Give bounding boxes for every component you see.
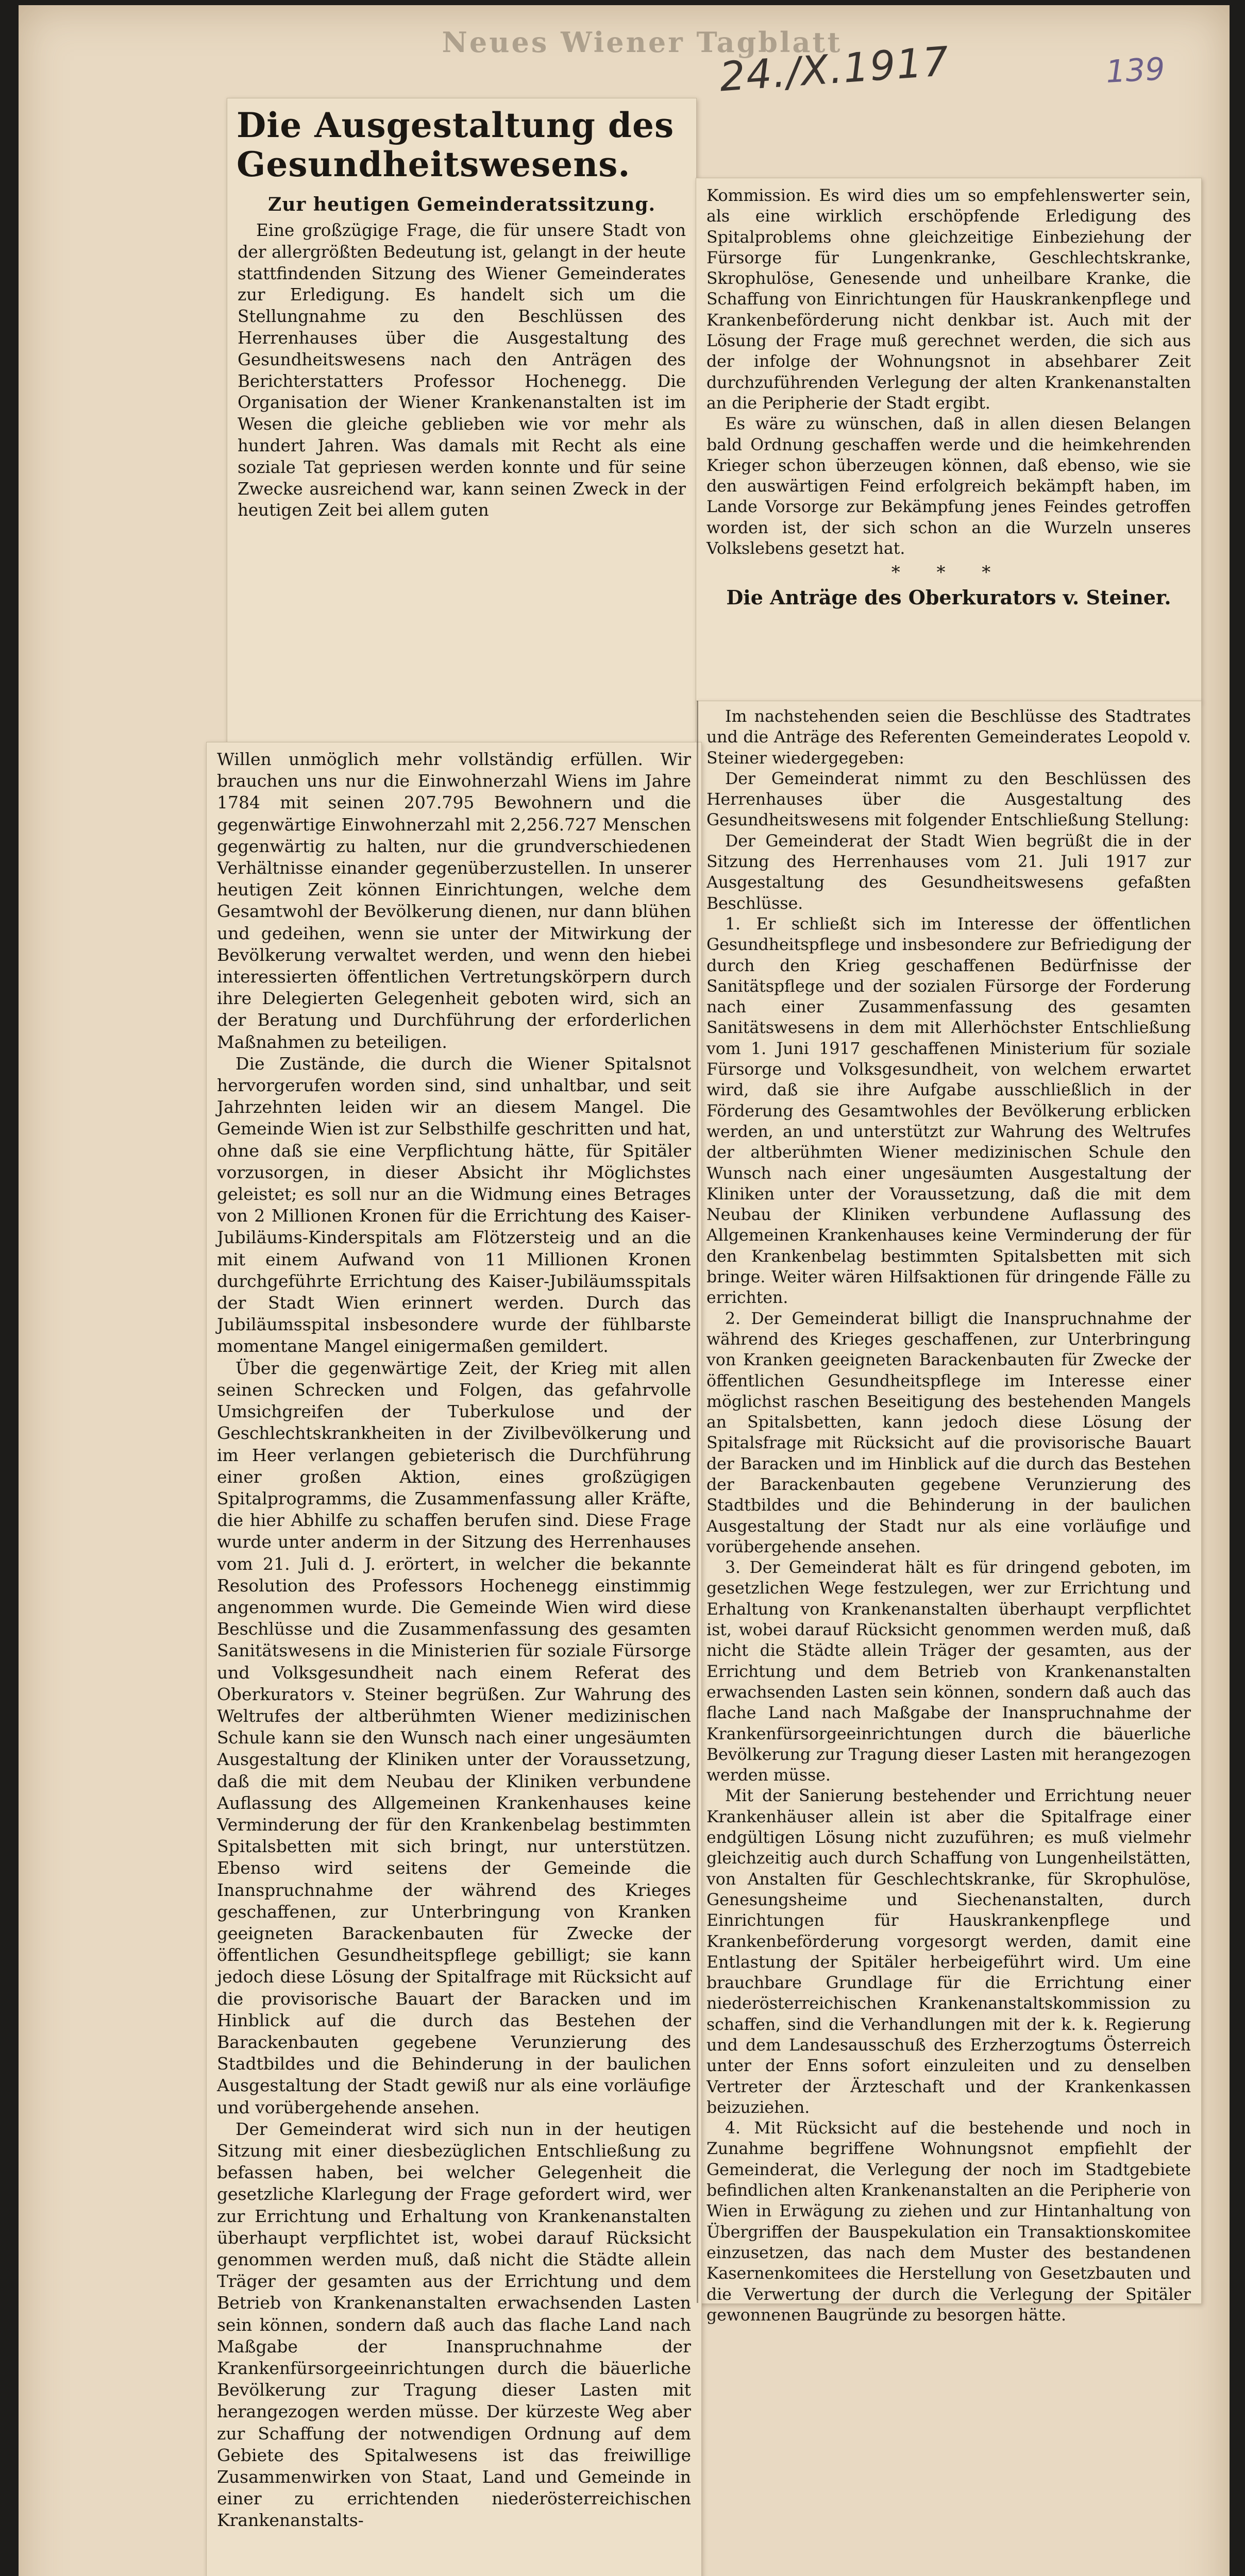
paragraph: Kommission. Es wird dies um so empfehlenswerter sein, als eine wirklich erschöpfende Erledigung des Spitalproblems ohne gleichzeitige Einbeziehung der Fürsorge für Lungenkranke, Geschlechtskranke, Skrophulöse, Genesende und unheilbare Kranke, die Schaffung von Einrichtungen für Hauskrankenpflege und Krankenbeförderung nicht denkbar ist. Auch mit der Lösung der Frage muß gerechnet werden, die sich aus der infolge der Wohnungsnot in absehbarer Zeit durchzuführenden Verlegung der alten Krankenanstalten an die Peripherie der Stadt ergibt.	[706, 187, 1191, 413]
clipping-right-top	[696, 178, 1202, 702]
column-divider	[697, 701, 698, 2303]
paragraph: Der Gemeinderat der Stadt Wien begrüßt die in der Sitzung des Herrenhauses vom 21. Juli 1917 zur Ausgestaltung des Gesundheitswesens gefaßten Beschlüsse.	[706, 832, 1191, 913]
section-heading: Die Anträge des Oberkurators v. Steiner.	[726, 586, 1171, 609]
article-subhead: Zur heutigen Gemeinderatssitzung.	[267, 194, 656, 215]
paragraph: Mit der Sanierung bestehender und Errichtung neuer Krankenhäuser allein ist aber die Spitalfrage einer endgültigen Lösung nicht zuzuführen; es muß vielmehr gleichzeitig auch durch Schaffung von Lungenheilstätten, von Anstalten für Geschlechtskranke, für Skrophulöse, Genesungsheime und Siechenanstalten, durch Einrichtungen für Hauskrankenpflege und Krankenbeförderung vorgesorgt werden, damit eine Entlastung der Spitäler herbeigeführt wird. Um eine brauchbare Grundlage für die Errichtung einer niederösterreichischen Krankenanstaltskommission zu schaffen, sind die Verhandlungen mit der k. k. Regierung und dem Landesausschuß des Erzherzogtums Österreich unter der Enns sofort einzuleiten und zu denselben Vertreter der Ärzteschaft und der Krankenkassen beizuziehen.	[706, 1787, 1191, 2117]
paragraph: Eine großzügige Frage, die für unsere Stadt von der allergrößten Bedeutung ist, gelangt in der heute stattfindenden Sitzung des Wiener Gemeinderates zur Erledigung. Es handelt sich um die Stellungnahme zu den Beschlüssen des Herrenhauses über die Ausgestaltung des Gesundheitswesens nach den Anträgen des Berichterstatters Professor Hochenegg. Die Organisation der Wiener Krankenanstalten ist im Wesen die gleiche geblieben wie vor mehr als hundert Jahren. Was damals mit Recht als eine soziale Tat gepriesen werden konnte und für seine Zwecke ausreichend war, kann seinen Zweck in der heutigen Zeit bei allem guten	[238, 221, 686, 520]
clipping-headline-column	[227, 98, 697, 743]
paragraph: Es wäre zu wünschen, daß in allen diesen Belangen bald Ordnung geschaffen werde und die heimkehrenden Krieger schon überzeugen können, daß ebenso, wie sie den auswärtigen Feind erfolgreich bekämpft haben, im Lande Vorsorge zur Bekämpfung jenes Feindes getroffen worden ist, der sich schon an die Wurzeln unseres Volkslebens gesetzt hat.	[706, 415, 1191, 558]
paragraph: Über die gegenwärtige Zeit, der Krieg mit allen seinen Schrecken und Folgen, das gefahrvolle Umsichgreifen der Tuberkulose und der Geschlechtskrankheiten in der Zivilbevölkerung und im Heer verlangen gebieterisch die Durchführung einer großen Aktion, eines großzügigen Spitalprogramms, die Zusammenfassung aller Kräfte, die hier Abhilfe zu schaffen berufen sind. Diese Frage wurde unter anderm in der Sitzung des Herrenhauses vom 21. Juli d. J. erörtert, in welcher die bekannte Resolution des Professors Hochenegg einstimmig angenommen wurde. Die Gemeinde Wien wird diese Beschlüsse und die Zusammenfassung des gesamten Sanitätswesens in die Ministerien für soziale Fürsorge und Volksgesundheit nach einem Referat des Oberkurators v. Steiner begrüßen. Zur Wahrung des Weltrufes der altberühmten Wiener medizinischen Schule kann sie den Wunsch nach einer ungesäumten Ausgestaltung der Kliniken unter der Voraussetzung, daß die mit dem Neubau der Kliniken verbundene Auflassung des Allgemeinen Krankenhauses keine Verminderung der für den Krankenbelag bestimmten Spitalsbetten mit sich bringt, nur unterstützen. Ebenso wird seitens der Gemeinde die Inanspruchnahme der während des Krieges geschaffenen, zur Unterbringung von Kranken geeigneten Barackenbauten für Zwecke der öffentlichen Gesundheitspflege gebilligt; sie kann jedoch diese Lösung der Spitalfrage mit Rücksicht auf die provisorische Bauart der Baracken und im Hinblick auf die durch das Bestehen der Barackenbauten gegebene Verunzierung des Stadtbildes und die Behinderung in der baulichen Ausgestaltung der Stadt gewiß nur als eine vorläufige und vorübergehende ansehen.	[217, 1358, 691, 2117]
column-d-text	[217, 749, 691, 2532]
handwritten-date: 24./X.1917	[718, 38, 951, 101]
paragraph: 2. Der Gemeinderat billigt die Inanspruchnahme der während des Krieges geschaffenen, zur Unterbringung von Kranken geeigneten Barackenbauten für Zwecke der öffentlichen Gesundheitspflege im Interesse einer möglichst raschen Beseitigung des bestehenden Mangels an Spitalsbetten, kann jedoch diese Lösung der Spitalsfrage mit Rücksicht auf die provisorische Bauart der Baracken und im Hinblick auf die durch das Bestehen der Barackenbauten gegebene Verunzierung des Stadtbildes und die Behinderung in der baulichen Ausgestaltung der Stadt nur als eine vorläufige und vorübergehende ansehen.	[706, 1309, 1191, 1556]
paragraph: Der Gemeinderat nimmt zu den Beschlüssen des Herrenhauses über die Ausgestaltung des Gesundheitswesens mit folgender Entschließung Stellung:	[706, 769, 1191, 830]
archive-number: 139	[1105, 51, 1166, 90]
paragraph: 3. Der Gemeinderat hält es für dringend geboten, im gesetzlichen Wege festzulegen, wer zur Errichtung und Erhaltung von Krankenanstalten überhaupt verpflichtet ist, wobei darauf Rücksicht genommen werden muß, daß nicht die Städte allein Träger der gesamten, aus der Errichtung und dem Betrieb von Krankenanstalten erwachsenden Lasten sein können, sondern daß auch das flache Land nach Maßgabe der Inanspruchnahme der Krankenfürsorgeeinrichtungen durch die bäuerliche Bevölkerung zur Tragung dieser Lasten mit herangezogen werden müsse.	[706, 1558, 1191, 1785]
paragraph: Der Gemeinderat wird sich nun in der heutigen Sitzung mit einer diesbezüglichen Entschließung zu befassen haben, bei welcher Gelegenheit die gesetzliche Klarlegung der Frage gefordert wird, wer zur Errichtung und Erhaltung von Krankenanstalten überhaupt verpflichtet ist, wobei darauf Rücksicht genommen werden muß, daß nicht die Städte allein Träger der gesamten aus der Errichtung und dem Betrieb von Krankenanstalten erwachsenden Lasten sein können, sondern daß auch das flache Land nach Maßgabe der Inanspruchnahme der Krankenfürsorgeeinrichtungen durch die bäuerliche Bevölkerung zur Tragung dieser Lasten mit herangezogen werden müsse. Der kürzeste Weg aber zur Schaffung der notwendigen Ordnung auf dem Gebiete des Spitalwesens ist das freiwillige Zusammenwirken von Staat, Land und Gemeinde in einer zu errichtenden niederösterreichischen Krankenanstalts-	[217, 2119, 691, 2531]
article-headline: Die Ausgestaltung des Gesundheitswesens.	[237, 105, 675, 184]
column-b-text	[706, 185, 1191, 559]
section-separator: * * *	[891, 562, 1006, 583]
masthead-remnant: Neues Wiener Tagblatt	[442, 26, 843, 59]
clipping-left-long-column	[206, 742, 702, 2576]
column-a-text	[238, 220, 686, 521]
paragraph: Die Zustände, die durch die Wiener Spitalsnot hervorgerufen worden sind, sind unhaltbar, und seit Jahrzehnten leiden wir an diesem Mangel. Die Gemeinde Wien ist zur Selbsthilfe geschritten und hat, ohne daß sie eine Verpflichtung hätte, für Spitäler vorzusorgen, in dieser Absicht ihr Möglichstes geleistet; es soll nur an die Widmung eines Betrages von 2 Millionen Kronen für die Errichtung des Kaiser-Jubiläums-Kinderspitals am Flötzersteig und an die mit einem Aufwand von 11 Millionen Kronen durchgeführte Errichtung des Kaiser-Jubiläumsspitals der Stadt Wien erinnert werden. Durch das Jubiläumsspital insbesondere wurde der fühlbarste momentane Mangel einigermaßen gemildert.	[217, 1053, 691, 1357]
clipping-right-bottom	[696, 701, 1202, 2325]
paragraph: 4. Mit Rücksicht auf die bestehende und noch in Zunahme begriffene Wohnungsnot empfiehlt der Gemeinderat, die Verlegung der noch im Stadtgebiete befindlichen alten Krankenanstalten an die Peripherie von Wien in Erwägung zu ziehen und zur Hintanhaltung von Übergriffen der Bauspekulation ein Transaktionskomitee einzusetzen, das nach dem Muster des bestandenen Kasernenkomitees die Herstellung von Gesetzbauten und die Verwertung der durch die Verlegung der Spitäler gewonnenen Baugründe zu besorgen hätte.	[706, 2119, 1191, 2325]
paragraph: Willen unmöglich mehr vollständig erfüllen. Wir brauchen uns nur die Einwohnerzahl Wiens im Jahre 1784 mit seinen 207.795 Bewohnern und die gegenwärtige Einwohnerzahl mit 2,256.727 Menschen gegenwärtig zu halten, nur die grundverschiedenen Verhältnisse einander gegenüberzustellen. In unserer heutigen Zeit können Einrichtungen, welche dem Gesamtwohl der Bevölkerung dienen, nur dann blühen und gedeihen, wenn sie unter der Mitwirkung der Bevölkerung verwaltet werden, und wenn den hiebei interessierten öffentlichen Vertretungskörpern durch ihre Delegierten Gelegenheit geboten wird, sich an der Beratung und Durchführung der erforderlichen Maßnahmen zu beteiligen.	[217, 749, 691, 1052]
paragraph: Im nachstehenden seien die Beschlüsse des Stadtrates und die Anträge des Referenten Gemeinderates Leopold v. Steiner wiedergegeben:	[706, 707, 1191, 768]
paragraph: 1. Er schließt sich im Interesse der öffentlichen Gesundheitspflege und insbesondere zur Befriedigung der durch den Krieg geschaffenen Bedürfnisse der Sanitätspflege und der sozialen Fürsorge der Forderung nach einer Zusammenfassung des gesamten Sanitätswesens in dem mit Allerhöchster Entschließung vom 1. Juni 1917 geschaffenen Ministerium für soziale Fürsorge und Volksgesundheit, von welchem erwartet wird, daß sie ihre Aufgabe ausschließlich in der Förderung des Gesamtwohles der Bevölkerung erblicken werden, an und unterstützt zur Wahrung des Weltrufes der altberühmten Wiener medizinischen Schule den Wunsch nach einer ungesäumten Ausgestaltung der Kliniken unter der Voraussetzung, daß die mit dem Neubau der Kliniken verbundene Auflassung des Allgemeinen Krankenhauses keine Verminderung der für den Krankenbelag bestimmten Spitalsbetten mit sich bringe. Weiter wären Hilfsaktionen für dringende Fälle zu errichten.	[706, 914, 1191, 1308]
column-c-text	[706, 706, 1191, 2326]
